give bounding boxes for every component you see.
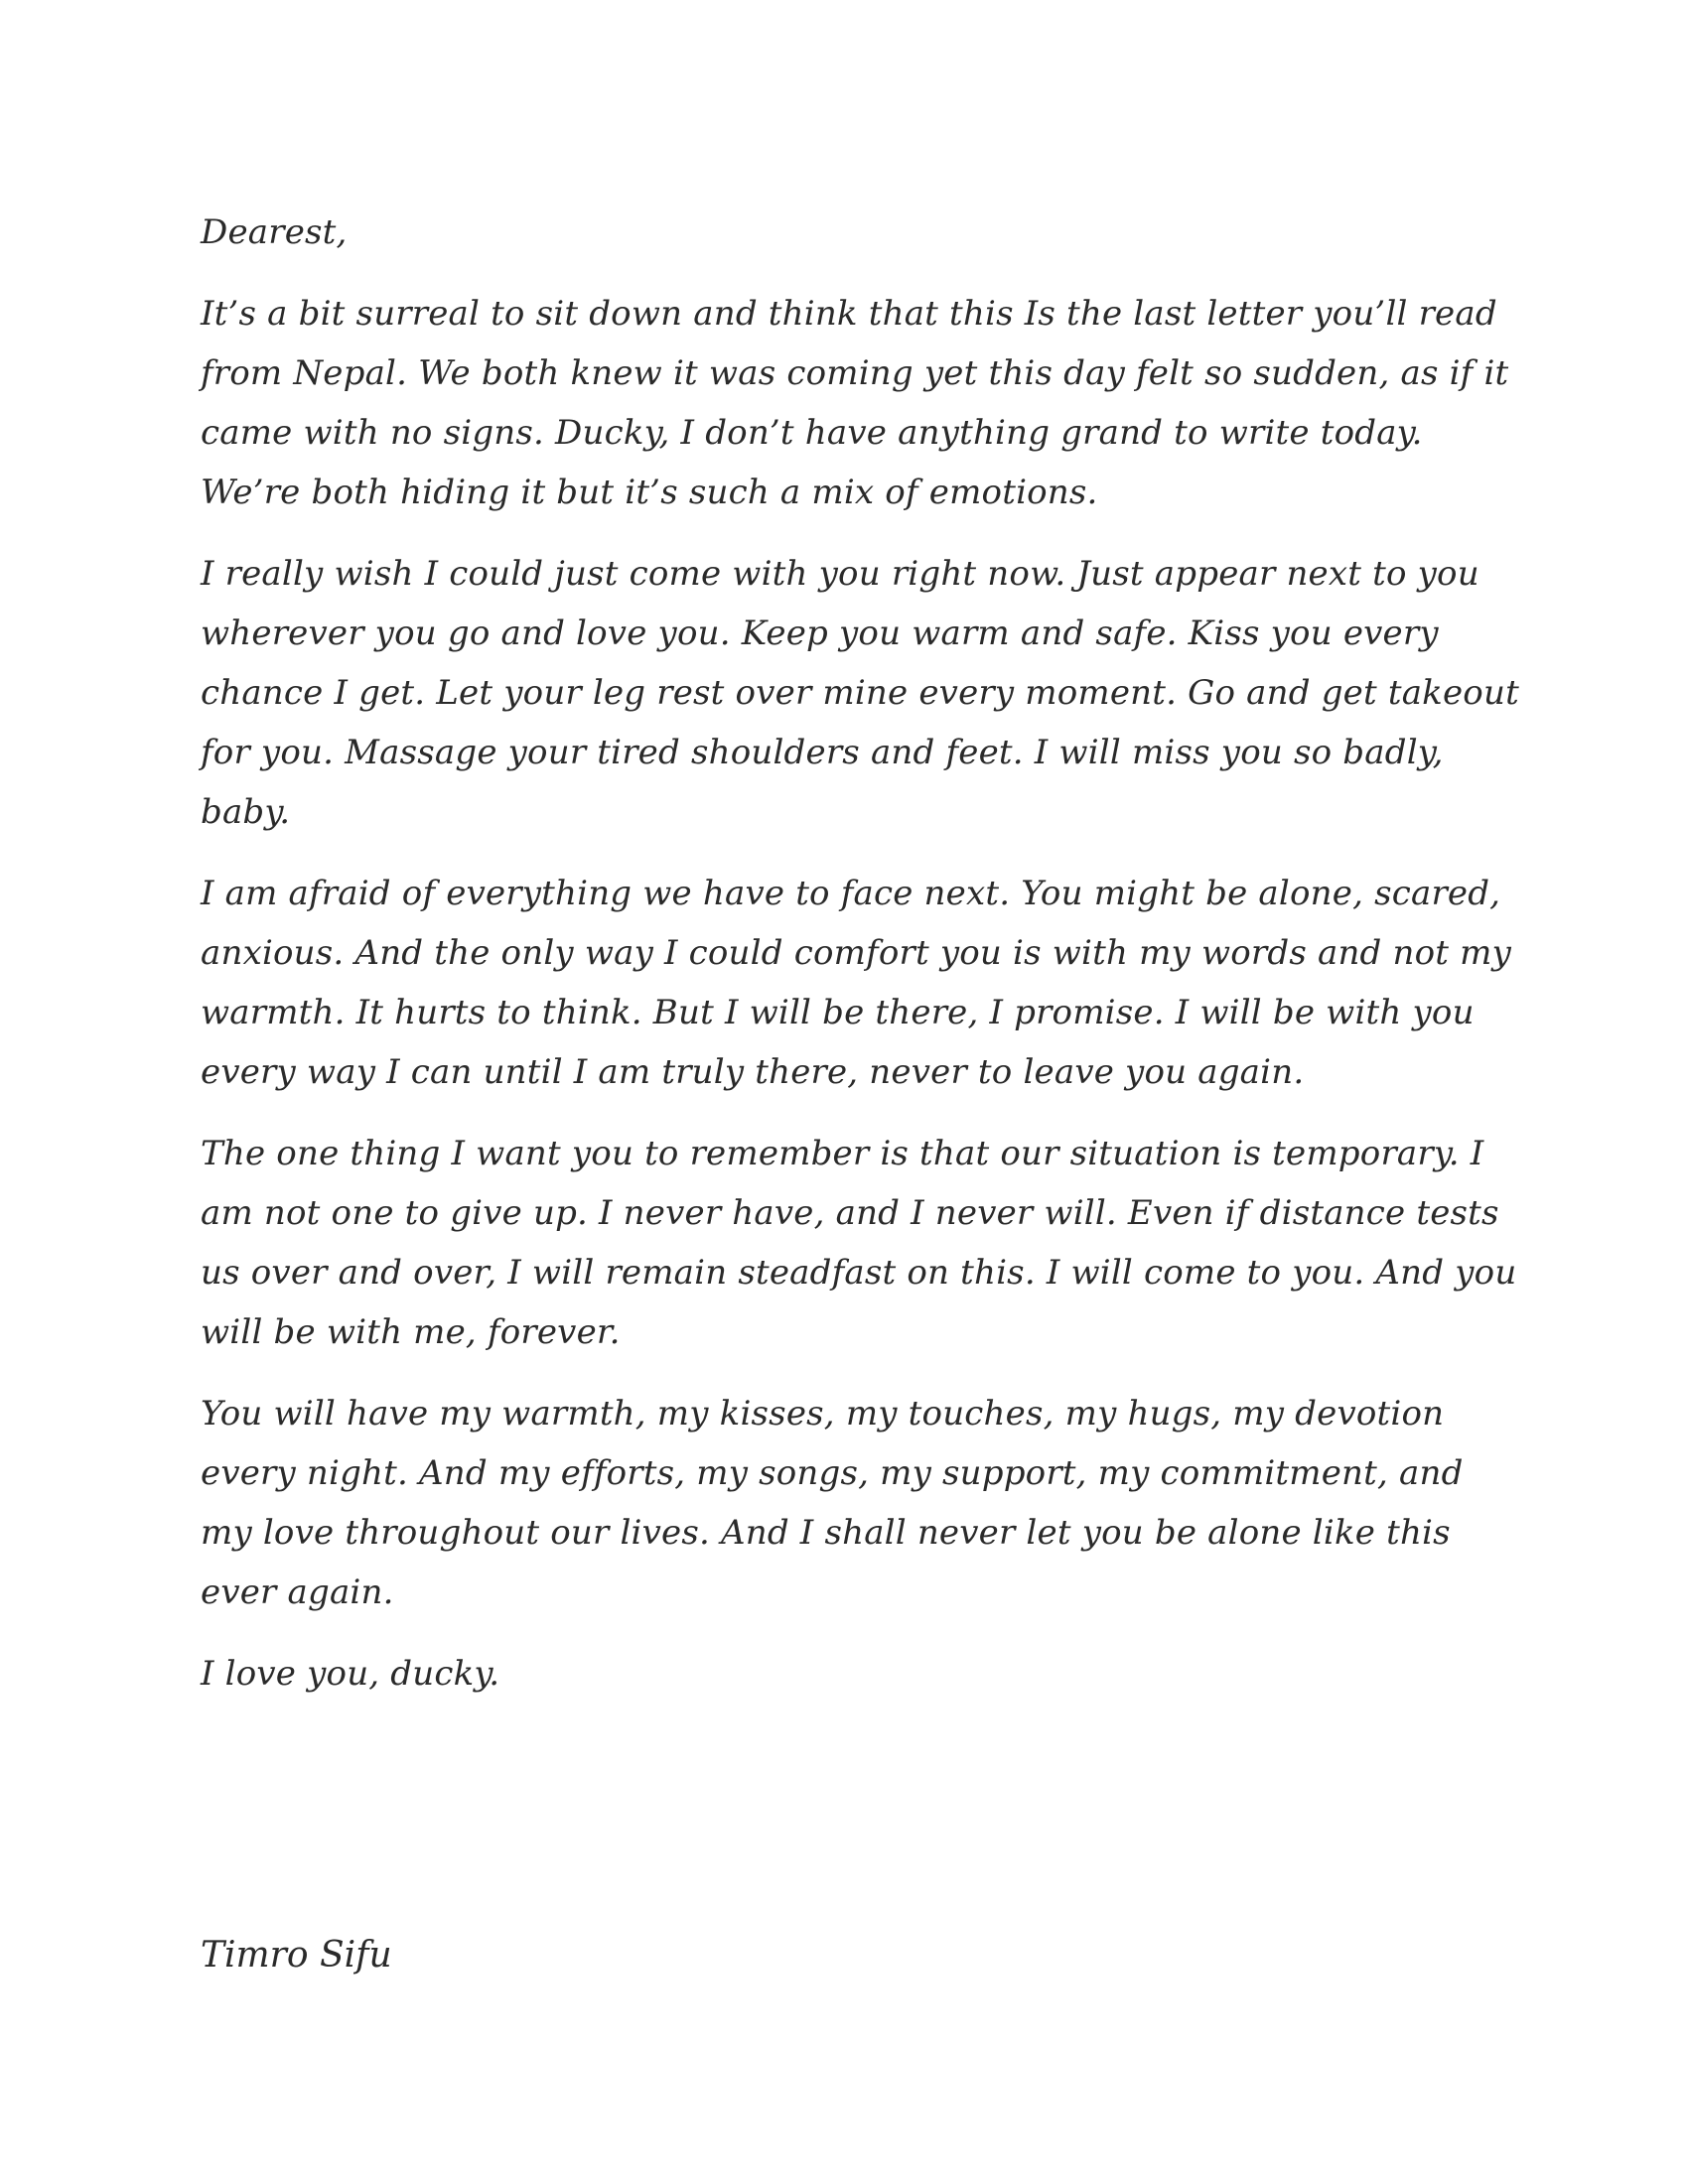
letter-paragraph-5: You will have my warmth, my kisses, my touches, my hugs, my devotion every night. And my efforts, my songs, my support, my commitment, and my love throughout our lives. And I shall never let you be alone like this ever again. (201, 1394, 1464, 1612)
salutation: Dearest, (201, 212, 348, 252)
letter-paragraph-4: The one thing I want you to remember is that our situation is temporary. I am not one to give up. I never have, and I never will. Even if distance tests us over and over, I will remain steadfast on this. I will come to you. And you will be with me, forever. (201, 1134, 1517, 1352)
signature: Timro Sifu (201, 1935, 392, 1976)
letter-paragraph-2: I really wish I could just come with you right now. Just appear next to you wherever you go and love you. Keep you warm and safe. Kiss you every chance I get. Let your leg rest over mine every moment. Go and get takeout for you. Massage your tired shoulders and feet. I will miss you so badly, baby. (201, 554, 1519, 832)
letter-paragraph-1: It’s a bit surreal to sit down and think that this Is the last letter you’ll read from Nepal. We both knew it was coming yet this day felt so sudden, as if it came with no signs. Ducky, I don’t have anything grand to write today. We’re both hiding it but it’s such a mix of emotions. (201, 294, 1509, 512)
closing-line: I love you, ducky. (201, 1654, 500, 1694)
letter-body (201, 203, 1521, 1704)
letter-paragraph-3: I am afraid of everything we have to face next. You might be alone, scared, anxious. And the only way I could comfort you is with my words and not my warmth. It hurts to think. But I will be there, I promise. I will be with you every way I can until I am truly there, never to leave you again. (201, 874, 1512, 1092)
